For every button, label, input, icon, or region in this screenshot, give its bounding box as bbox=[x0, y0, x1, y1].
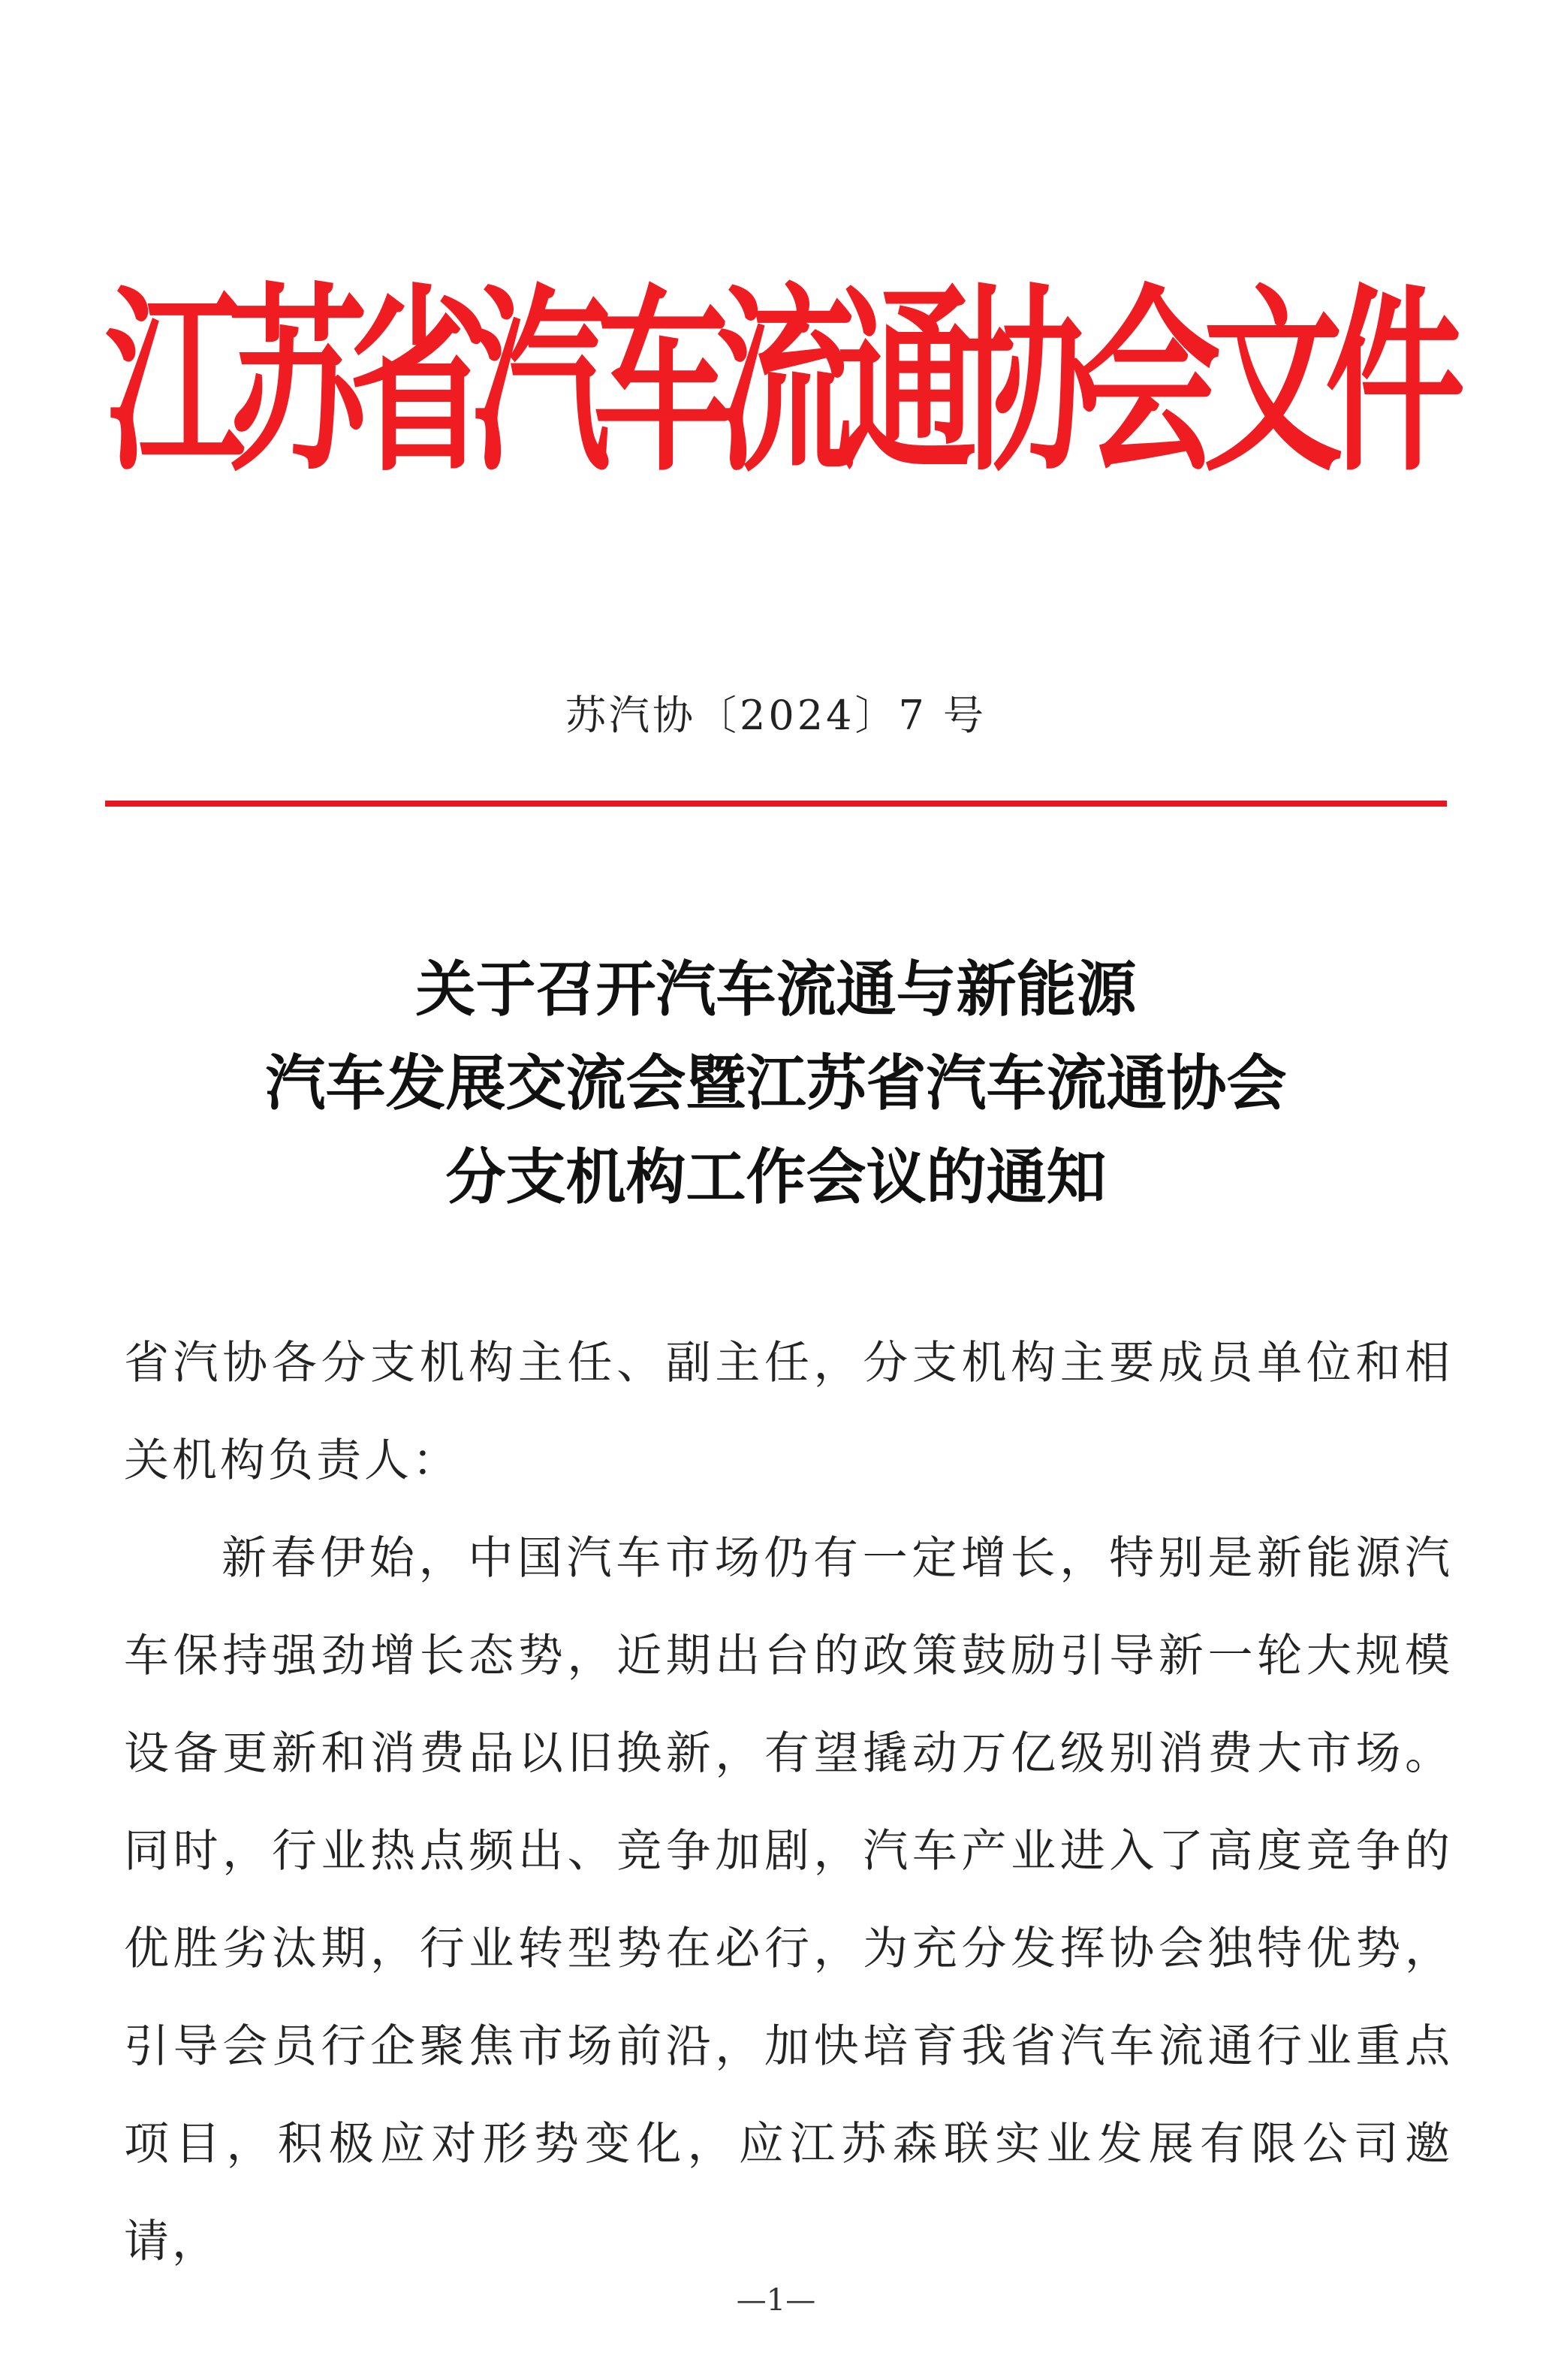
masthead-char: 苏 bbox=[227, 267, 367, 499]
title-line-3: 分支机构工作会议的通知 bbox=[445, 1142, 1107, 1212]
title-line-2: 汽车发展交流会暨江苏省汽车流通协会 bbox=[265, 1048, 1287, 1118]
masthead-char: 文 bbox=[1203, 267, 1343, 499]
masthead-title bbox=[105, 267, 1466, 499]
page-number: —1— bbox=[736, 2283, 816, 2318]
masthead-char: 汽 bbox=[471, 267, 611, 499]
title-line-1: 关于召开汽车流通与新能源 bbox=[415, 955, 1137, 1024]
masthead-char: 会 bbox=[1081, 267, 1222, 499]
masthead-char: 协 bbox=[959, 267, 1099, 499]
masthead-char: 件 bbox=[1325, 267, 1466, 499]
masthead-char: 车 bbox=[593, 267, 734, 499]
body-paragraph: 新春伊始，中国汽车市场仍有一定增长，特别是新能源汽车保持强劲增长态势，近期出台的政策鼓励引导新一轮大规模设备更新和消费品以旧换新，有望撬动万亿级别消费大市场。同时，行业热点频出、竞争加剧，汽车产业进入了高度竞争的优胜劣汰期，行业转型势在必行，为充分发挥协会独特优势，引导会员行企聚焦市场前沿，加快培育我省汽车流通行业重点项目，积极应对形势变化，应江苏森联实业发展有限公司邀请， bbox=[124, 1532, 1453, 2268]
masthead-char: 江 bbox=[105, 267, 246, 499]
notice-title bbox=[0, 943, 1552, 1224]
salutation: 省汽协各分支机构主任、副主任，分支机构主要成员单位和相关机构负责人： bbox=[124, 1337, 1453, 1487]
red-divider-line bbox=[105, 801, 1447, 807]
masthead-char: 省 bbox=[349, 267, 490, 499]
document-number: 苏汽协〔2024〕7 号 bbox=[565, 692, 987, 739]
notice-body bbox=[124, 1314, 1453, 2291]
masthead-char: 通 bbox=[837, 267, 978, 499]
masthead-char: 流 bbox=[715, 267, 855, 499]
